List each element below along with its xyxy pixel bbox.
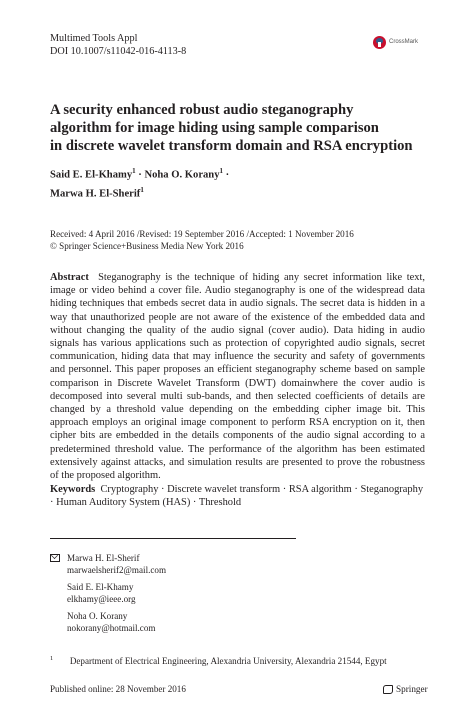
contact-email[interactable]: elkhamy@ieee.org <box>67 593 136 604</box>
keywords-label: Keywords <box>50 484 96 495</box>
affiliation-marker: 1 <box>50 655 54 662</box>
author-separator: · <box>223 169 230 181</box>
contact-entry <box>67 582 136 605</box>
affiliation-text: Department of Electrical Engineering, Alexandria University, Alexandria 21544, Egypt <box>69 656 387 667</box>
article-history <box>50 229 354 253</box>
contact-email[interactable]: nokorany@hotmail.com <box>67 622 156 633</box>
keywords <box>50 483 425 509</box>
publisher-name: Springer <box>396 683 428 694</box>
abstract <box>50 271 425 482</box>
keywords-text: Cryptography · Discrete wavelet transform · RSA algorithm · Steganography · Human Auditory System (HAS) · Threshold <box>50 484 424 509</box>
published-date: Published online: 28 November 2016 <box>50 684 186 694</box>
received-dates: Received: 4 April 2016 /Revised: 19 September 2016 /Accepted: 1 November 2016 <box>50 229 354 239</box>
author-list <box>50 164 229 201</box>
author-name[interactable]: Said E. El-Khamy <box>50 169 133 181</box>
paper-title <box>50 101 440 155</box>
springer-horse-icon <box>382 683 393 694</box>
contact-name: Said E. El-Khamy <box>67 582 134 592</box>
crossmark-label: CrossMark <box>389 39 419 45</box>
contact-entry <box>67 611 155 634</box>
contact-name: Marwa H. El-Sherif <box>67 553 140 563</box>
crossmark-icon <box>373 36 386 49</box>
footnote-divider <box>50 538 296 539</box>
title-line: A security enhanced robust audio steganography <box>50 102 354 118</box>
abstract-label: Abstract <box>50 272 89 283</box>
doi[interactable]: DOI 10.1007/s11042-016-4113-8 <box>50 45 187 57</box>
affiliation-marker: 1 <box>140 185 144 194</box>
title-line: algorithm for image hiding using sample comparison <box>50 120 379 136</box>
crossmark-badge[interactable] <box>373 35 433 49</box>
affiliation <box>50 653 387 667</box>
affiliation-marker: 1 <box>219 167 224 175</box>
contact-name: Noha O. Korany <box>67 611 128 621</box>
journal-header <box>50 33 186 58</box>
author-name[interactable]: · Noha O. Korany <box>135 169 220 181</box>
abstract-text: Steganography is the technique of hiding any secret information like text, image or video behind a cover file. Audio steganography is one of the widespread data hiding techniques that embeds secret data in audio signals. The secret data is hidden in a way that unauthorized people are not aware of the existence of the embedded data and without changing the quality of the audio signal (cover audio). Data hiding in audio signals has various applications such as protection of copyrighted audio signals, secret communication, hiding data that may influence the security and safety of governments and personnel. This paper proposes an efficient steganography scheme based on sample comparison in Discrete Wavelet Transform (DWT) domainwhere the cover audio is decomposed into several multi sub-bands, and then selected coefficients of details are changed by a threshold value depending on the embedding cipher image bit. This approach employs an original image component to perform RSA encryption on it, then cipher bits are embedded in the details components of the audio signal according to a predetermined threshold value. The performance of the algorithm has been estimated extensively against attacks, and simulation results are presented to prove the robustness of the proposed algorithm. <box>50 272 425 482</box>
title-line: in discrete wavelet transform domain and RSA encryption <box>50 138 413 154</box>
publisher-logo[interactable] <box>382 683 428 694</box>
contact-email[interactable]: marwaelsherif2@mail.com <box>67 564 167 575</box>
envelope-icon <box>50 554 60 562</box>
author-name[interactable]: Marwa H. El-Sherif <box>50 188 141 200</box>
journal-name: Multimed Tools Appl <box>50 33 138 44</box>
affiliation-marker: 1 <box>132 167 136 175</box>
contact-entry <box>67 553 166 576</box>
copyright-line: © Springer Science+Business Media New York 2016 <box>50 240 244 251</box>
contact-block <box>50 553 300 643</box>
